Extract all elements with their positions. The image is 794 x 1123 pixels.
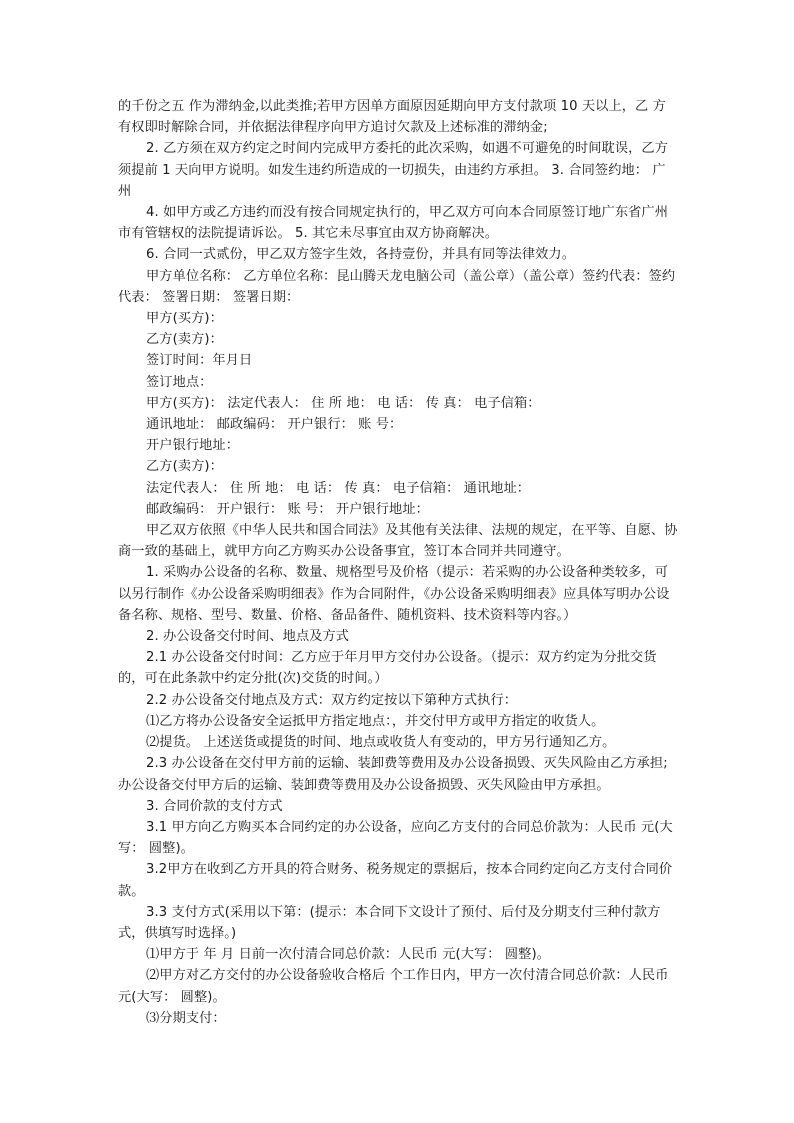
paragraph-section-1: 1. 采购办公设备的名称、数量、规格型号及价格（提示：若采购的办公设备种类较多，可以另行制作《办公设备采购明细表》作为合同附件，《办公设备采购明细表》应具体写明办公设备名称、规格、型号、数量、价格、备品备件、随机资料、技术资料等内容。） (118, 565, 670, 623)
heading-section-3: 3. 合同价款的支付方式 (146, 798, 283, 814)
paragraph-sign-place: 签订地点： (146, 374, 213, 390)
paragraph-sign-time: 签订时间：年月日 (146, 353, 253, 369)
paragraph-3-3: 3.3 支付方式(采用以下第：(提示：本合同下文设计了预付、后付及分期支付三种付款方式，供填写时选择。) (118, 904, 661, 941)
paragraph-signatures: 甲方单位名称： 乙方单位名称：昆山腾天龙电脑公司（盖公章）（盖公章）签约代表：签约代表： 签署日期： 签署日期： (118, 268, 676, 305)
paragraph-party-b-2: 乙方(卖方)： (146, 459, 223, 475)
paragraph-3-1: 3.1 甲方向乙方购买本合同约定的办公设备，应向乙方支付的合同总价款为：人民币 元(大写： 圆整)。 (118, 819, 673, 857)
paragraph-party-a-info: 甲方(买方)： 法定代表人： 住 所 地： 电 话： 传 真： 电子信箱： (146, 395, 541, 411)
paragraph-2-3: 2.3 办公设备在交付甲方前的运输、装卸费等费用及办公设备损毁、灭失风险由乙方承担;办公设备交付甲方后的运输、装卸费等费用及办公设备损毁、灭失风险由甲方承担。 (118, 756, 668, 793)
paragraph-2-1: 2.1 办公设备交付时间：乙方应于年月甲方交付办公设备。（提示：双方约定为分批交货的，可在此条款中约定分批(次)交货的时间。） (118, 650, 657, 687)
paragraph-2-2: 2.2 办公设备交付地点及方式：双方约定按以下第种方式执行： (146, 692, 518, 708)
paragraph-clause-6: 6. 合同一式贰份，甲乙双方签字生效，各持壹份，并具有同等法律效力。 (146, 247, 575, 263)
paragraph-penalty: 的千份之五 作为滞纳金,以此类推;若甲方因单方面原因延期向甲方支付款项 10 天以上，乙 方有权即时解除合同，并依据法律程序向甲方追讨欠款及上述标准的滞纳金; (118, 99, 666, 136)
paragraph-party-a-address: 通讯地址： 邮政编码： 开户银行： 账 号： (146, 417, 403, 433)
paragraph-party-a: 甲方(买方)： (146, 311, 223, 327)
document-body (118, 96, 678, 1029)
paragraph-party-b-bank: 邮政编码： 开户银行： 账 号： 开户银行地址： (146, 501, 429, 517)
paragraph-party-b-info: 法定代表人： 住 所 地： 电 话： 传 真： 电子信箱： 通讯地址： (146, 480, 531, 496)
paragraph-clause-2: 2. 乙方须在双方约定之时间内完成甲方委托的此次采购，如遇不可避免的时间耽误，乙方须提前 1 天向甲方说明。如发生违约所造成的一切损失，由违约方承担。 3. 合同签约地： 广州 (118, 141, 668, 199)
paragraph-party-b: 乙方(卖方)： (146, 332, 223, 348)
heading-section-2: 2. 办公设备交付时间、地点及方式 (146, 629, 350, 645)
paragraph-2-2-1: ⑴乙方将办公设备安全运抵甲方指定地点：，并交付甲方或甲方指定的收货人。 (146, 713, 605, 729)
paragraph-party-a-bank-address: 开户银行地址： (146, 438, 240, 454)
paragraph-3-2: 3.2甲方在收到乙方开具的符合财务、税务规定的票据后，按本合同约定向乙方支付合同价款。 (118, 862, 673, 899)
paragraph-3-3-3: ⑶分期支付： (146, 1010, 226, 1026)
paragraph-clause-4: 4. 如甲方或乙方违约而没有按合同规定执行的，甲乙双方可向本合同原签订地广东省广州市有管辖权的法院提请诉讼。 5. 其它未尽事宜由双方协商解决。 (118, 205, 668, 242)
paragraph-3-3-2: ⑵甲方对乙方交付的办公设备验收合格后 个工作日内，甲方一次付清合同总价款：人民币 元(大写： 圆整)。 (118, 968, 669, 1005)
paragraph-preamble: 甲乙双方依照《中华人民共和国合同法》及其他有关法律、法规的规定，在平等、自愿、协商一致的基础上，就甲方向乙方购买办公设备事宜，签订本合同并共同遵守。 (118, 523, 678, 560)
paragraph-2-2-2: ⑵提货。 上述送货或提货的时间、地点或收货人有变动的，甲方另行通知乙方。 (146, 735, 616, 751)
paragraph-3-3-1: ⑴甲方于 年 月 日前一次付清合同总价款：人民币 元(大写： 圆整)。 (146, 947, 550, 963)
